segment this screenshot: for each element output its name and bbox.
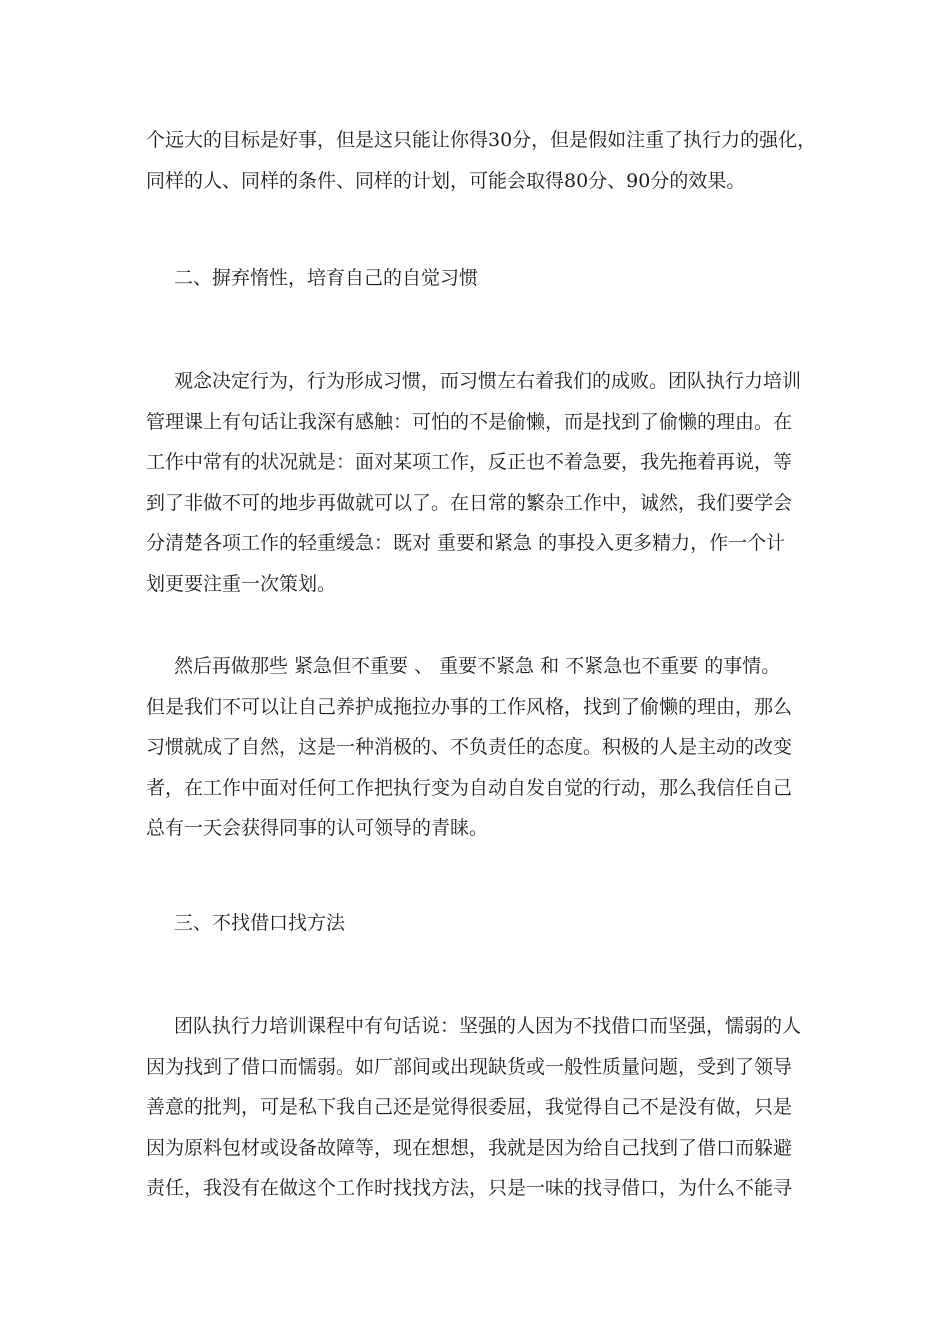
- heading-text: 三、不找借口找方法: [174, 912, 346, 934]
- paragraph-intro: [146, 120, 817, 201]
- text-line: 但是我们不可以让自己养护成拖拉办事的工作风格，找到了偷懒的理由，那么: [146, 695, 793, 718]
- text-line: 工作中常有的状况就是：面对某项工作，反正也不着急要，我先拖着再说，等: [146, 451, 793, 473]
- paragraph-no-excuses: [146, 1006, 814, 1209]
- section-heading-3: [146, 903, 814, 944]
- text-line: 因为原料包材或设备故障等，现在想想，我就是因为给自己找到了借口而躲避: [146, 1136, 793, 1159]
- text-line: 到了非做不可的地步再做就可以了。在日常的繁杂工作中，诚然，我们要学会: [146, 491, 793, 514]
- text-line: 然后再做那些 紧急但不重要 、 重要不紧急 和 不紧急也不重要 的事情。: [174, 655, 781, 677]
- paragraph-priorities: [146, 646, 814, 849]
- text-line: 划更要注重一次策划。: [146, 572, 337, 595]
- text-line: 责任，我没有在做这个工作时找找方法，只是一味的找寻借口，为什么不能寻: [146, 1177, 793, 1199]
- text-line: 个远大的目标是好事，但是这只能让你得30分，但是假如注重了执行力的强化，: [146, 129, 817, 151]
- paragraph-habits: [146, 361, 814, 604]
- text-line: 团队执行力培训课程中有句话说：坚强的人因为不找借口而坚强，懦弱的人: [174, 1015, 802, 1037]
- text-line: 分清楚各项工作的轻重缓急：既对 重要和紧急 的事投入更多精力，作一个计: [146, 532, 786, 554]
- heading-text: 二、摒弃惰性，培育自己的自觉习惯: [174, 267, 479, 289]
- text-line: 者，在工作中面对任何工作把执行变为自动自发自觉的行动，那么我信任自己: [146, 776, 793, 799]
- text-line: 同样的人、同样的条件、同样的计划，可能会取得80分、90分的效果。: [146, 169, 746, 192]
- text-line: 善意的批判，可是私下我自己还是觉得很委屈，我觉得自己不是没有做，只是: [146, 1096, 793, 1118]
- text-line: 观念决定行为，行为形成习惯，而习惯左右着我们的成败。团队执行力培训: [174, 370, 802, 392]
- section-heading-2: [146, 258, 814, 299]
- text-line: 因为找到了借口而懦弱。如厂部间或出现缺货或一般性质量问题，受到了领导: [146, 1055, 793, 1078]
- text-line: 习惯就成了自然，这是一种消极的、不负责任的态度。积极的人是主动的改变: [146, 736, 793, 758]
- text-line: 总有一天会获得同事的认可领导的青睐。: [146, 817, 489, 839]
- text-line: 管理课上有句话让我深有感触：可怕的不是偷懒，而是找到了偷懒的理由。在: [146, 410, 793, 433]
